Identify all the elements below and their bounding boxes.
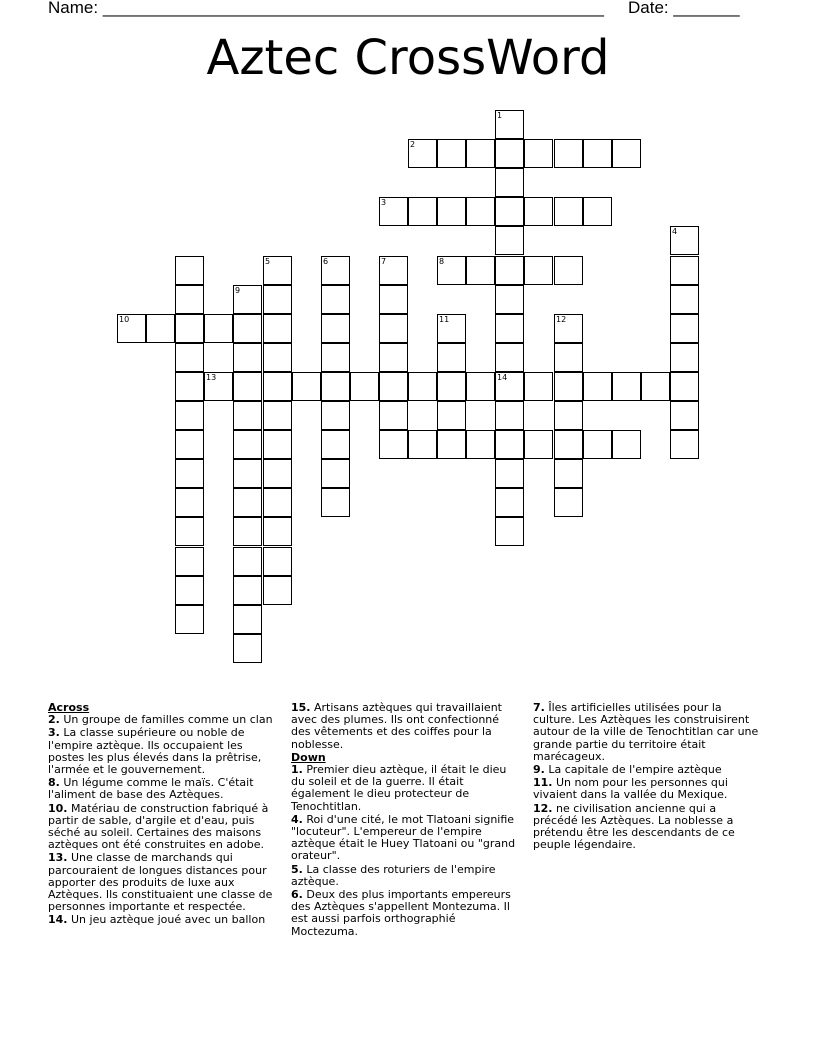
grid-cell[interactable] <box>321 314 350 343</box>
grid-cell[interactable] <box>146 314 175 343</box>
grid-cell[interactable] <box>437 139 466 168</box>
name-line <box>48 0 604 18</box>
grid-cell[interactable] <box>263 488 292 517</box>
grid-cell[interactable] <box>554 314 583 343</box>
clue-across-10: 10. Matériau de construction fabriqué à partir de sable, d'argile et d'eau, puis séché au soleil. Certaines des maisons aztèques ont été construites en adobe. <box>48 801 269 852</box>
grid-cell[interactable] <box>408 139 437 168</box>
grid-cell[interactable] <box>263 256 292 285</box>
grid-cell[interactable] <box>437 430 466 459</box>
grid-cell[interactable] <box>495 517 524 546</box>
grid-cell[interactable] <box>233 634 262 663</box>
clue-number: 13 <box>206 373 217 382</box>
name-label: Name: <box>48 0 99 17</box>
grid-cell[interactable] <box>495 197 524 226</box>
name-blank[interactable]: _____________________________________________________ <box>102 0 604 17</box>
clue-number: 9 <box>235 286 241 295</box>
grid-cell[interactable] <box>321 285 350 314</box>
grid-cell[interactable] <box>554 401 583 430</box>
grid-cell[interactable] <box>670 226 699 255</box>
grid-cell[interactable] <box>204 372 233 401</box>
grid-cell[interactable] <box>321 372 350 401</box>
grid-cell[interactable] <box>233 343 262 372</box>
grid-cell[interactable] <box>554 139 583 168</box>
grid-cell[interactable] <box>554 256 583 285</box>
grid-cell[interactable] <box>233 430 262 459</box>
grid-cell[interactable] <box>263 372 292 401</box>
grid-cell[interactable] <box>175 547 204 576</box>
clue-across-13: 13. Une classe de marchands qui parcouraient de longues distances pour apporter des produits de luxe aux Aztèques. Ils constituaient une classe de personnes importante et respectée. <box>48 851 273 914</box>
grid-cell[interactable] <box>350 372 379 401</box>
grid-cell[interactable] <box>175 517 204 546</box>
grid-cell[interactable] <box>495 168 524 197</box>
grid-cell[interactable] <box>524 197 553 226</box>
grid-cell[interactable] <box>524 139 553 168</box>
date-blank[interactable]: _______ <box>673 0 740 17</box>
grid-cell[interactable] <box>583 197 612 226</box>
grid-cell[interactable] <box>554 372 583 401</box>
grid-cell[interactable] <box>524 372 553 401</box>
grid-cell[interactable] <box>175 488 204 517</box>
grid-cell[interactable] <box>233 459 262 488</box>
grid-cell[interactable] <box>175 343 204 372</box>
grid-cell[interactable] <box>495 401 524 430</box>
grid-cell[interactable] <box>408 372 437 401</box>
grid-cell[interactable] <box>117 314 146 343</box>
grid-cell[interactable] <box>495 343 524 372</box>
date-label: Date: <box>628 0 669 17</box>
clue-down-9: 9. La capitale de l'empire aztèque <box>533 763 722 777</box>
grid-cell[interactable] <box>379 314 408 343</box>
grid-cell[interactable] <box>437 372 466 401</box>
grid-cell[interactable] <box>263 343 292 372</box>
grid-cell[interactable] <box>554 343 583 372</box>
clue-number: 8 <box>439 257 445 266</box>
grid-cell[interactable] <box>233 517 262 546</box>
grid-cell[interactable] <box>583 430 612 459</box>
grid-cell[interactable] <box>175 256 204 285</box>
grid-cell[interactable] <box>263 517 292 546</box>
down-heading: Down <box>291 750 326 764</box>
page-title: Aztec CrossWord <box>206 30 610 86</box>
grid-cell[interactable] <box>263 576 292 605</box>
grid-cell[interactable] <box>292 372 321 401</box>
clue-down-7: 7. Îles artificielles utilisées pour la culture. Les Aztèques les construisirent autour de la ville de Tenochtitlan car une grande partie du territoire était marécageux. <box>533 701 759 763</box>
grid-cell[interactable] <box>379 197 408 226</box>
grid-cell[interactable] <box>495 285 524 314</box>
grid-cell[interactable] <box>408 197 437 226</box>
clue-across-8: 8. Un légume comme le maïs. C'était l'aliment de base des Aztèques. <box>48 776 254 802</box>
clue-number: 7 <box>381 257 387 266</box>
grid-cell[interactable] <box>670 256 699 285</box>
grid-cell[interactable] <box>524 256 553 285</box>
grid-cell[interactable] <box>175 401 204 430</box>
grid-cell[interactable] <box>670 372 699 401</box>
clue-across-15: 15. Artisans aztèques qui travaillaient avec des plumes. Ils ont confectionné des vêtements et des coiffes pour la noblesse. <box>291 701 502 751</box>
grid-cell[interactable] <box>437 314 466 343</box>
grid-cell[interactable] <box>321 343 350 372</box>
grid-cell[interactable] <box>670 285 699 314</box>
grid-cell[interactable] <box>495 110 524 139</box>
clue-column-3 <box>533 702 763 852</box>
clue-number: 3 <box>381 198 387 207</box>
clue-column-1 <box>48 702 282 928</box>
grid-cell[interactable] <box>263 459 292 488</box>
grid-cell[interactable] <box>641 372 670 401</box>
clue-number: 12 <box>556 315 567 324</box>
clue-across-3: 3. La classe supérieure ou noble de l'empire aztèque. Ils occupaient les postes les plus élevés dans la prêtrise, l'armée et le gouvernement. <box>48 726 262 777</box>
grid-cell[interactable] <box>379 285 408 314</box>
grid-cell[interactable] <box>175 372 204 401</box>
grid-cell[interactable] <box>466 372 495 401</box>
grid-cell[interactable] <box>670 314 699 343</box>
grid-cell[interactable] <box>583 139 612 168</box>
clue-column-2 <box>291 702 519 939</box>
clue-down-12: 12. ne civilisation ancienne qui a précédé les Aztèques. La noblesse a prétendu être les descendants de ce peuple légendaire. <box>533 801 735 852</box>
grid-cell[interactable] <box>612 372 641 401</box>
grid-cell[interactable] <box>437 343 466 372</box>
clue-number: 1 <box>497 111 503 120</box>
grid-cell[interactable] <box>670 430 699 459</box>
grid-cell[interactable] <box>495 488 524 517</box>
grid-cell[interactable] <box>554 430 583 459</box>
grid-cell[interactable] <box>495 372 524 401</box>
grid-cell[interactable] <box>466 197 495 226</box>
grid-cell[interactable] <box>466 256 495 285</box>
grid-cell[interactable] <box>233 285 262 314</box>
clue-number: 4 <box>672 227 678 236</box>
grid-cell[interactable] <box>495 256 524 285</box>
grid-cell[interactable] <box>379 343 408 372</box>
grid-cell[interactable] <box>466 430 495 459</box>
grid-cell[interactable] <box>379 401 408 430</box>
date-line <box>628 0 740 18</box>
grid-cell[interactable] <box>233 488 262 517</box>
clue-down-1: 1. Premier dieu aztèque, il était le dieu du soleil et de la guerre. Il était également le dieu protecteur de Tenochtitlan. <box>291 763 507 813</box>
grid-cell[interactable] <box>495 139 524 168</box>
grid-cell[interactable] <box>495 430 524 459</box>
grid-cell[interactable] <box>495 459 524 488</box>
grid-cell[interactable] <box>524 430 553 459</box>
clue-across-14: 14. Un jeu aztèque joué avec un ballon <box>48 913 266 927</box>
grid-cell[interactable] <box>437 401 466 430</box>
grid-cell[interactable] <box>263 285 292 314</box>
grid-cell[interactable] <box>408 430 437 459</box>
clue-down-11: 11. Un nom pour les personnes qui vivaient dans la vallée du Mexique. <box>533 776 728 802</box>
grid-cell[interactable] <box>612 139 641 168</box>
clue-number: 5 <box>265 257 271 266</box>
grid-cell[interactable] <box>379 256 408 285</box>
grid-cell[interactable] <box>379 430 408 459</box>
grid-cell[interactable] <box>233 576 262 605</box>
grid-cell[interactable] <box>554 197 583 226</box>
grid-cell[interactable] <box>321 459 350 488</box>
grid-cell[interactable] <box>263 547 292 576</box>
across-heading: Across <box>48 701 90 714</box>
clue-number: 11 <box>439 315 450 324</box>
grid-cell[interactable] <box>204 314 233 343</box>
grid-cell[interactable] <box>263 430 292 459</box>
grid-cell[interactable] <box>263 314 292 343</box>
grid-cell[interactable] <box>612 430 641 459</box>
grid-cell[interactable] <box>495 314 524 343</box>
grid-cell[interactable] <box>379 372 408 401</box>
grid-cell[interactable] <box>583 372 612 401</box>
clue-number: 14 <box>497 373 508 382</box>
clue-across-2: 2. Un groupe de familles comme un clan <box>48 713 273 727</box>
grid-cell[interactable] <box>175 314 204 343</box>
grid-cell[interactable] <box>437 256 466 285</box>
grid-cell[interactable] <box>321 430 350 459</box>
grid-cell[interactable] <box>495 226 524 255</box>
clue-down-4: 4. Roi d'une cité, le mot Tlatoani signifie "locuteur". L'empereur de l'empire aztèque était le Huey Tlatoani ou "grand orateur". <box>291 812 516 863</box>
clue-down-6: 6. Deux des plus importants empereurs des Aztèques s'appellent Montezuma. Il est aussi parfois orthographié Moctezuma. <box>291 888 511 938</box>
grid-cell[interactable] <box>466 139 495 168</box>
grid-cell[interactable] <box>175 285 204 314</box>
grid-cell[interactable] <box>554 488 583 517</box>
clue-number: 6 <box>323 257 329 266</box>
grid-cell[interactable] <box>233 547 262 576</box>
grid-cell[interactable] <box>175 576 204 605</box>
grid-cell[interactable] <box>321 256 350 285</box>
grid-cell[interactable] <box>321 401 350 430</box>
grid-cell[interactable] <box>175 459 204 488</box>
grid-cell[interactable] <box>670 401 699 430</box>
clue-down-5: 5. La classe des roturiers de l'empire aztèque. <box>291 862 496 888</box>
grid-cell[interactable] <box>175 430 204 459</box>
grid-cell[interactable] <box>233 401 262 430</box>
grid-cell[interactable] <box>263 401 292 430</box>
clue-number: 10 <box>119 315 130 324</box>
grid-cell[interactable] <box>670 343 699 372</box>
grid-cell[interactable] <box>554 459 583 488</box>
clue-number: 2 <box>410 140 416 149</box>
grid-cell[interactable] <box>321 488 350 517</box>
grid-cell[interactable] <box>437 197 466 226</box>
grid-cell[interactable] <box>233 314 262 343</box>
grid-cell[interactable] <box>175 605 204 634</box>
grid-cell[interactable] <box>233 372 262 401</box>
grid-cell[interactable] <box>233 605 262 634</box>
